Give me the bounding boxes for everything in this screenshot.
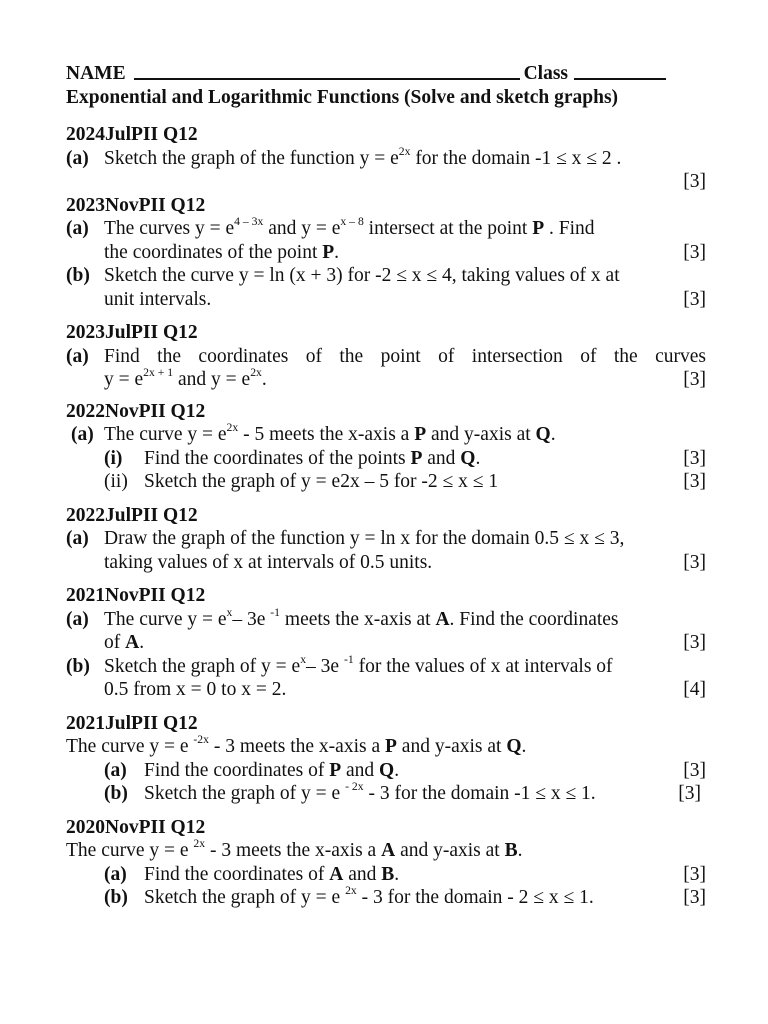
question-code: 2021JulPII Q12	[66, 712, 198, 734]
part-a	[66, 759, 706, 783]
subpart-label: (ii)	[104, 471, 128, 492]
part-a	[66, 423, 706, 447]
part-text-cont: 0.5 from x = 0 to x = 2.	[104, 679, 287, 700]
part-label: (b)	[66, 265, 90, 286]
part-label: (b)	[66, 655, 90, 677]
question-2023nov	[66, 194, 706, 312]
part-label: (a)	[66, 608, 89, 630]
subpart-label: (i)	[104, 447, 123, 469]
part-text: The curves $y = e^{4 - 3x}$ and $y = e^{x - 8}$ intersect at the point P . Find	[104, 215, 595, 239]
marks: [3]	[683, 887, 706, 908]
part-a	[66, 605, 706, 632]
subpart-ii	[66, 470, 706, 494]
question-2021nov	[66, 584, 706, 702]
question-stem: The curve y = e $^{-2x}$ - 3 meets the x-axis a P and y-axis at Q.	[66, 733, 527, 757]
question-2021jul	[66, 712, 706, 806]
part-text: Sketch the graph of $y = e^x-$ 3e $^{-1}$ for the values of x at intervals of	[104, 652, 613, 677]
question-code: 2020NovPII Q12	[66, 816, 206, 838]
class-label: Class	[523, 63, 569, 84]
part-text: The curve $y = e^{2x} - 5$ meets the x-axis a P and y-axis at Q.	[104, 421, 556, 445]
marks: [3]	[683, 759, 706, 781]
question-2022nov	[66, 400, 706, 494]
class-blank	[574, 62, 666, 80]
part-label: (a)	[66, 528, 89, 549]
part-text: Find the coordinates of the point of intersection of the curves	[104, 345, 706, 367]
question-stem: The curve y = e $^{2x}$ - 3 meets the x-axis a A and y-axis at B.	[66, 837, 523, 861]
marks: [3]	[683, 632, 706, 653]
part-text: Sketch the graph of y = e $^{2x}$ - 3 for the domain - 2 ≤ x ≤ 1.	[144, 884, 594, 908]
question-code: 2022NovPII Q12	[66, 400, 206, 422]
part-label: (a)	[104, 863, 127, 885]
part-text-cont: $y = e^{2x + 1}$ and $y = e^{2x}$.	[104, 366, 267, 390]
part-b	[66, 652, 706, 679]
name-class-line	[66, 62, 706, 86]
part-a	[66, 527, 706, 551]
part-a	[66, 863, 706, 887]
marks: [3]	[683, 447, 706, 469]
part-text: The curve $y = e^x-$ 3e $^{-1}$ meets the x-axis at A. Find the coordinates	[104, 605, 619, 630]
part-label: (a)	[104, 759, 127, 781]
part-text: Sketch the graph of the function $y = e^{2x}$ for the domain -1 ≤ x ≤ 2 .	[104, 144, 622, 169]
question-code: 2022JulPII Q12	[66, 504, 198, 526]
question-code: 2024JulPII Q12	[66, 124, 198, 145]
marks: [3]	[683, 369, 706, 390]
name-label: NAME	[66, 63, 126, 84]
subpart-text: Sketch the graph of y = e2x – 5 for -2 ≤ x ≤ 1	[144, 471, 499, 492]
part-text-cont: the coordinates of the point P.	[104, 241, 340, 263]
marks: [3]	[683, 551, 706, 573]
part-a	[66, 217, 706, 241]
question-2023jul	[66, 321, 706, 392]
part-b	[66, 886, 706, 910]
marks: [3]	[683, 288, 706, 310]
worksheet-page	[66, 62, 706, 910]
question-code: 2023JulPII Q12	[66, 322, 198, 343]
name-blank	[134, 62, 520, 80]
marks: [3]	[678, 783, 701, 804]
question-2022jul	[66, 504, 706, 575]
part-label: (b)	[104, 783, 128, 804]
part-label: (a)	[71, 424, 94, 445]
marks: [3]	[683, 171, 706, 192]
part-text: Find the coordinates of P and Q.	[144, 759, 400, 781]
part-label: (a)	[66, 218, 89, 239]
part-text: Find the coordinates of A and B.	[144, 863, 400, 885]
subpart-text: Find the coordinates of the points P and Q.	[144, 447, 481, 469]
part-b	[66, 264, 706, 288]
question-code: 2021NovPII Q12	[66, 585, 206, 606]
part-text-cont: taking values of x at intervals of 0.5 units.	[104, 551, 433, 573]
marks: [3]	[683, 863, 706, 885]
part-label: (a)	[66, 147, 89, 169]
part-a	[66, 345, 706, 369]
question-2020nov	[66, 816, 706, 910]
worksheet-title: Exponential and Logarithmic Functions (Solve and sketch graphs)	[66, 86, 619, 108]
part-label: (b)	[104, 887, 128, 908]
marks: [3]	[683, 241, 706, 263]
part-text-cont: of A.	[104, 632, 145, 653]
question-2024jul	[66, 123, 706, 194]
part-label: (a)	[66, 345, 89, 367]
marks: [3]	[683, 471, 706, 492]
part-text-cont: unit intervals.	[104, 288, 212, 310]
part-b	[66, 782, 706, 806]
question-code: 2023NovPII Q12	[66, 194, 206, 216]
marks: [4]	[683, 679, 706, 700]
subpart-i	[66, 447, 706, 471]
part-text: Sketch the curve y = ln (x + 3) for -2 ≤ x ≤ 4, taking values of x at	[104, 265, 620, 286]
part-text: Draw the graph of the function y = ln x for the domain 0.5 ≤ x ≤ 3,	[104, 528, 625, 549]
part-text: Sketch the graph of y = e $^{- 2x}$ - 3 for the domain -1 ≤ x ≤ 1.	[144, 780, 596, 804]
part-a	[66, 144, 706, 171]
